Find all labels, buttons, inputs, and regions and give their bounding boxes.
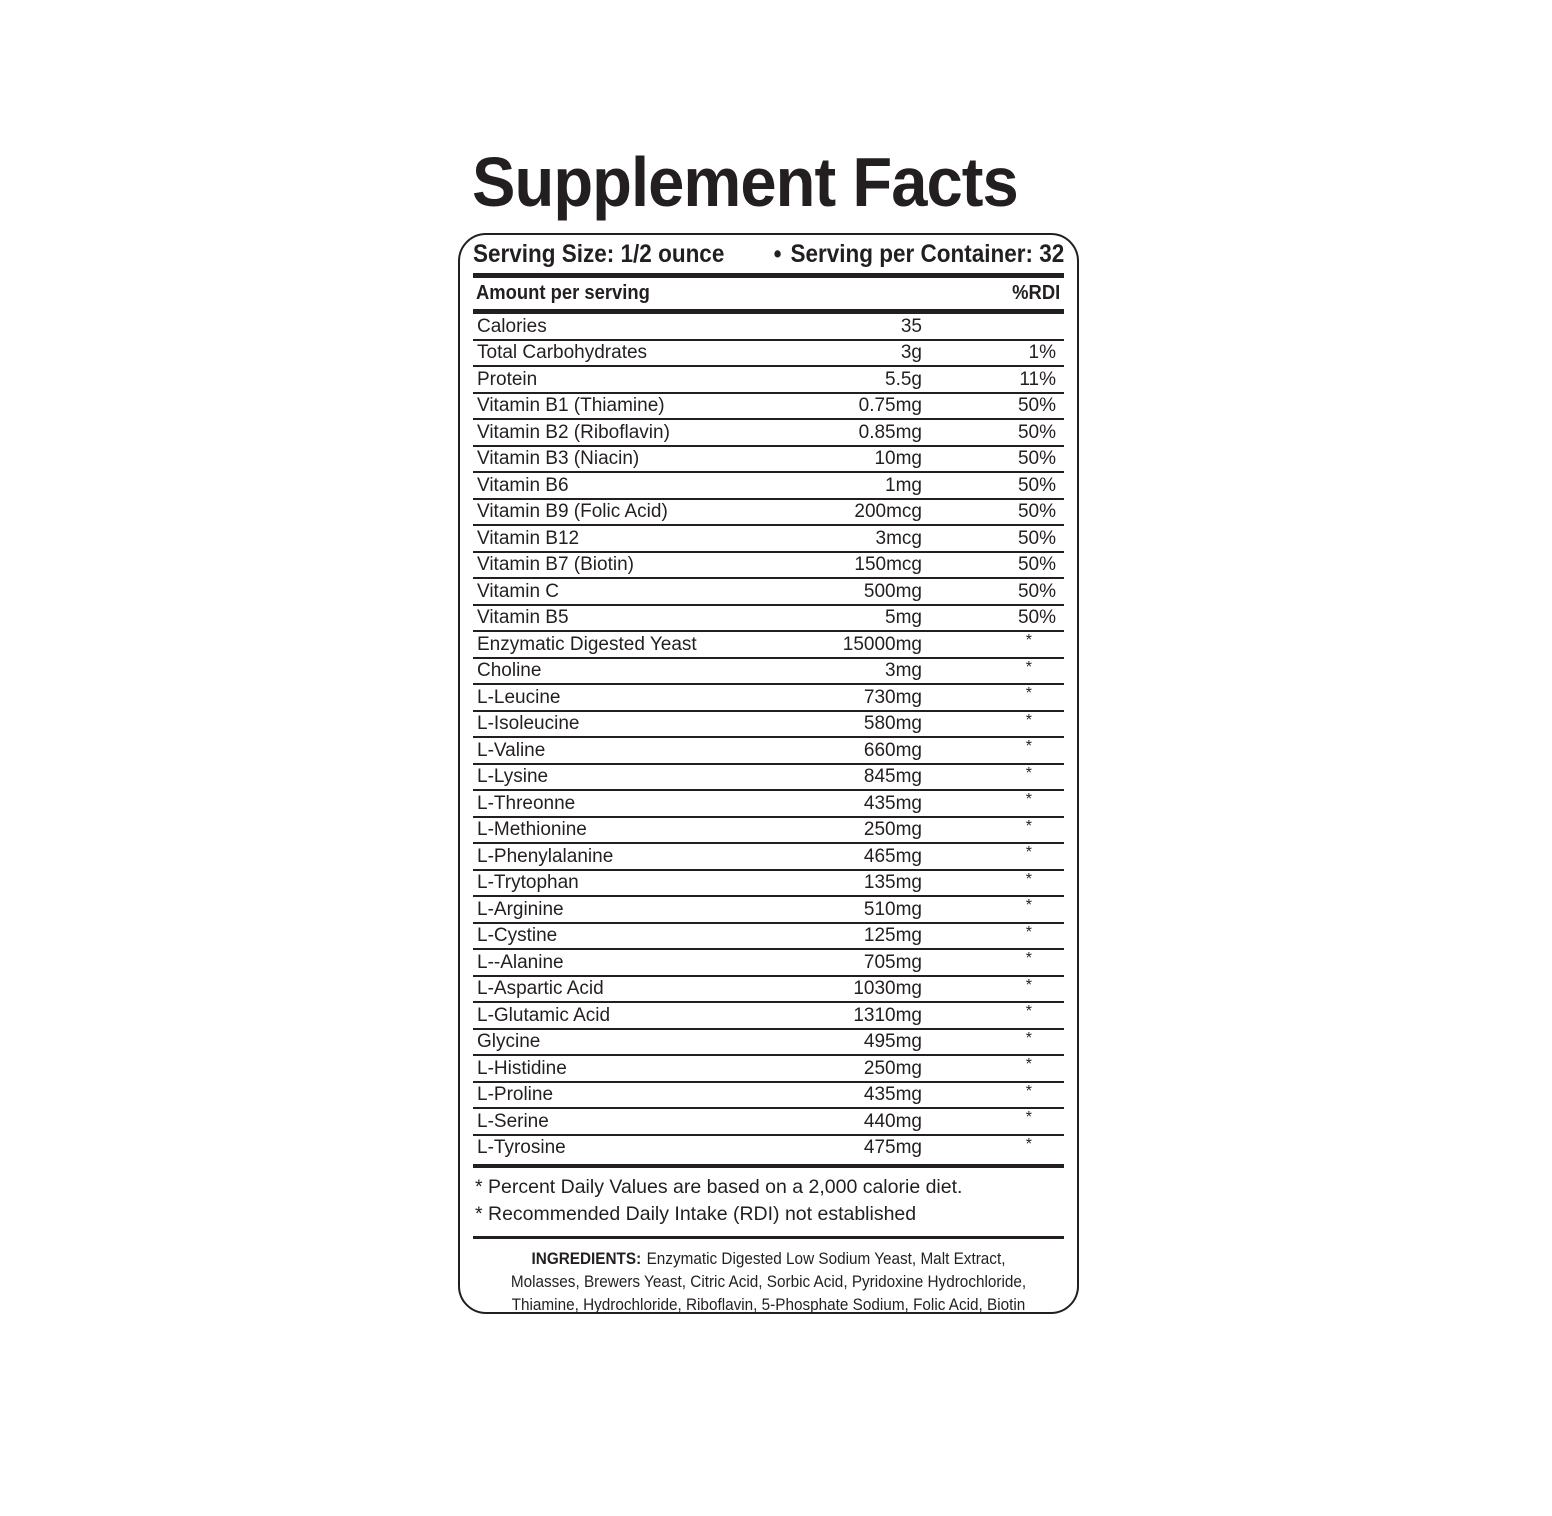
nutrient-amount: 435mg bbox=[863, 1084, 922, 1105]
table-row bbox=[473, 844, 1064, 871]
nutrient-amount: 495mg bbox=[863, 1031, 922, 1052]
nutrient-name: Vitamin B7 (Biotin) bbox=[477, 554, 634, 575]
table-row bbox=[473, 632, 1064, 659]
table-row bbox=[473, 1003, 1064, 1030]
table-row bbox=[473, 367, 1064, 394]
nutrient-rdi: * bbox=[1025, 923, 1032, 941]
table-header bbox=[473, 278, 1064, 309]
ingredients-line-1 bbox=[473, 1247, 1064, 1270]
nutrient-amount: 580mg bbox=[863, 713, 922, 734]
nutrient-name: Vitamin B5 bbox=[477, 607, 569, 628]
serving-info bbox=[473, 236, 1064, 272]
table-row bbox=[473, 500, 1064, 527]
table-row bbox=[473, 685, 1064, 712]
nutrient-amount: 465mg bbox=[863, 845, 922, 867]
table-row bbox=[473, 977, 1064, 1004]
nutrient-amount: 250mg bbox=[863, 819, 922, 840]
nutrient-amount: 475mg bbox=[863, 1137, 922, 1158]
nutrient-name: Protein bbox=[477, 368, 538, 390]
table-row bbox=[473, 924, 1064, 951]
nutrient-amount: 3g bbox=[900, 342, 922, 363]
rdi-header: %RDI bbox=[1011, 282, 1060, 304]
nutrient-amount: 5.5g bbox=[885, 368, 922, 390]
table-row bbox=[473, 420, 1064, 447]
nutrient-amount: 660mg bbox=[863, 739, 922, 761]
nutrient-rdi: 1% bbox=[1028, 342, 1056, 363]
table-row bbox=[473, 950, 1064, 977]
nutrient-name: L-Threonne bbox=[477, 792, 576, 814]
nutrient-name: L-Lysine bbox=[477, 766, 549, 787]
nutrient-rdi: 50% bbox=[1017, 580, 1056, 602]
nutrient-amount: 845mg bbox=[863, 766, 922, 787]
nutrient-rdi: * bbox=[1025, 817, 1032, 835]
footnote-daily-values: * Percent Daily Values are based on a 2,000 calorie diet. bbox=[475, 1176, 963, 1198]
nutrient-rdi: * bbox=[1025, 711, 1032, 729]
ingredients-line-3: Thiamine, Hydrochloride, Riboflavin, 5-Phosphate Sodium, Folic Acid, Biotin bbox=[511, 1295, 1026, 1314]
nutrient-name: Vitamin B3 (Niacin) bbox=[477, 448, 640, 469]
nutrient-name: Vitamin B12 bbox=[477, 527, 580, 549]
nutrient-name: Vitamin B2 (Riboflavin) bbox=[477, 421, 670, 443]
nutrient-rdi: 50% bbox=[1017, 448, 1056, 469]
nutrient-amount: 1310mg bbox=[853, 1004, 922, 1026]
nutrient-rdi: * bbox=[1025, 950, 1032, 967]
nutrient-amount: 35 bbox=[900, 315, 922, 337]
nutrient-amount: 3mcg bbox=[875, 527, 922, 549]
table-row bbox=[473, 791, 1064, 818]
nutrient-rdi: 50% bbox=[1017, 395, 1056, 416]
nutrient-name: L-Methionine bbox=[477, 819, 587, 840]
nutrient-rdi: 50% bbox=[1017, 474, 1056, 496]
nutrient-rdi: * bbox=[1025, 632, 1032, 649]
nutrient-rdi: * bbox=[1025, 976, 1032, 994]
nutrient-rdi: 11% bbox=[1019, 368, 1056, 390]
nutrient-name: L-Phenylalanine bbox=[477, 845, 614, 867]
nutrient-name: Total Carbohydrates bbox=[477, 342, 648, 363]
table-row bbox=[473, 818, 1064, 845]
nutrient-name: L-Arginine bbox=[477, 898, 564, 920]
nutrient-amount: 1mg bbox=[885, 474, 922, 496]
nutrient-amount: 730mg bbox=[863, 686, 922, 708]
nutrient-rdi: * bbox=[1025, 1003, 1032, 1020]
nutrient-name: L-Serine bbox=[477, 1110, 549, 1132]
table-row bbox=[473, 659, 1064, 686]
nutrient-name: L-Isoleucine bbox=[477, 713, 580, 734]
nutrient-rdi: 50% bbox=[1017, 607, 1056, 628]
nutrient-table bbox=[473, 314, 1064, 1160]
nutrient-amount: 0.85mg bbox=[858, 421, 922, 443]
nutrient-amount: 0.75mg bbox=[858, 395, 922, 416]
nutrient-name: L-Cystine bbox=[477, 925, 558, 946]
page-title: Supplement Facts bbox=[472, 143, 1018, 221]
nutrient-rdi: * bbox=[1025, 844, 1032, 861]
nutrient-rdi: * bbox=[1025, 1135, 1032, 1153]
nutrient-rdi: * bbox=[1025, 1056, 1032, 1073]
nutrient-amount: 435mg bbox=[863, 792, 922, 814]
amount-per-serving-header: Amount per serving bbox=[476, 282, 650, 304]
table-row bbox=[473, 871, 1064, 898]
table-row bbox=[473, 553, 1064, 580]
ingredients-line-2: Molasses, Brewers Yeast, Citric Acid, Sorbic Acid, Pyridoxine Hydrochloride, bbox=[510, 1272, 1027, 1291]
nutrient-amount: 10mg bbox=[874, 448, 922, 469]
table-row bbox=[473, 1136, 1064, 1161]
nutrient-amount: 250mg bbox=[863, 1057, 922, 1079]
footnote-rdi: * Recommended Daily Intake (RDI) not established bbox=[475, 1202, 917, 1225]
table-row bbox=[473, 526, 1064, 553]
table-row bbox=[473, 1083, 1064, 1110]
nutrient-rdi: * bbox=[1025, 897, 1032, 914]
ingredients-text: Enzymatic Digested Low Sodium Yeast, Malt Extract, bbox=[646, 1249, 1006, 1268]
nutrient-rdi: * bbox=[1025, 738, 1032, 755]
nutrient-name: Enzymatic Digested Yeast bbox=[477, 633, 697, 655]
nutrient-amount: 15000mg bbox=[842, 633, 922, 655]
nutrient-rdi: * bbox=[1025, 685, 1032, 702]
nutrient-amount: 440mg bbox=[863, 1110, 922, 1132]
nutrient-name: L-Valine bbox=[477, 739, 546, 761]
nutrient-rdi: * bbox=[1025, 658, 1032, 676]
nutrient-name: Choline bbox=[477, 660, 542, 681]
nutrient-rdi: * bbox=[1025, 791, 1032, 808]
table-row bbox=[473, 1109, 1064, 1136]
nutrient-amount: 200mcg bbox=[854, 501, 922, 522]
divider-thick bbox=[473, 1236, 1064, 1239]
table-row bbox=[473, 1056, 1064, 1083]
nutrient-rdi: * bbox=[1025, 1109, 1032, 1126]
table-row bbox=[473, 473, 1064, 500]
nutrient-rdi: 50% bbox=[1017, 554, 1056, 575]
table-row bbox=[473, 314, 1064, 341]
nutrient-amount: 135mg bbox=[863, 872, 922, 893]
nutrient-amount: 1030mg bbox=[853, 978, 922, 999]
supplement-facts-panel bbox=[473, 236, 1064, 1316]
nutrient-amount: 150mcg bbox=[854, 554, 922, 575]
nutrient-rdi: 50% bbox=[1017, 421, 1056, 443]
nutrient-name: L-Histidine bbox=[477, 1057, 567, 1079]
ingredients-label: INGREDIENTS: bbox=[531, 1249, 642, 1268]
table-row bbox=[473, 447, 1064, 474]
nutrient-amount: 5mg bbox=[885, 607, 922, 628]
nutrient-name: Vitamin B1 (Thiamine) bbox=[477, 395, 665, 416]
nutrient-rdi: * bbox=[1025, 870, 1032, 888]
nutrient-rdi: * bbox=[1025, 1029, 1032, 1047]
nutrient-amount: 705mg bbox=[863, 951, 922, 973]
nutrient-name: Vitamin B9 (Folic Acid) bbox=[477, 501, 668, 522]
nutrient-name: Vitamin C bbox=[477, 580, 560, 602]
nutrient-amount: 500mg bbox=[863, 580, 922, 602]
nutrient-rdi: * bbox=[1025, 1082, 1032, 1100]
nutrient-rdi: * bbox=[1025, 764, 1032, 782]
nutrient-name: L--Alanine bbox=[477, 951, 564, 973]
nutrient-name: Glycine bbox=[477, 1031, 541, 1052]
nutrient-name: L-Glutamic Acid bbox=[477, 1004, 611, 1026]
ingredients-block bbox=[473, 1247, 1064, 1316]
footnotes bbox=[473, 1168, 1064, 1227]
table-row bbox=[473, 394, 1064, 421]
nutrient-amount: 3mg bbox=[885, 660, 922, 681]
bullet-separator: • bbox=[773, 239, 782, 268]
nutrient-name: Calories bbox=[477, 315, 547, 337]
table-row bbox=[473, 738, 1064, 765]
table-row bbox=[473, 897, 1064, 924]
table-row bbox=[473, 579, 1064, 606]
table-row bbox=[473, 712, 1064, 739]
nutrient-amount: 125mg bbox=[863, 925, 922, 946]
serving-size: Serving Size: 1/2 ounce bbox=[473, 239, 725, 268]
nutrient-rdi: 50% bbox=[1017, 501, 1056, 522]
table-row bbox=[473, 341, 1064, 368]
nutrient-amount: 510mg bbox=[863, 898, 922, 920]
table-row bbox=[473, 606, 1064, 633]
servings-per-container: Serving per Container: 32 bbox=[790, 239, 1065, 268]
nutrient-name: L-Leucine bbox=[477, 686, 561, 708]
nutrient-name: L-Trytophan bbox=[477, 872, 579, 893]
nutrient-name: Vitamin B6 bbox=[477, 474, 569, 496]
table-row bbox=[473, 1030, 1064, 1057]
table-row bbox=[473, 765, 1064, 792]
nutrient-rdi: 50% bbox=[1017, 527, 1056, 549]
nutrient-name: L-Tyrosine bbox=[477, 1137, 566, 1158]
nutrient-name: L-Aspartic Acid bbox=[477, 978, 604, 999]
nutrient-name: L-Proline bbox=[477, 1084, 554, 1105]
